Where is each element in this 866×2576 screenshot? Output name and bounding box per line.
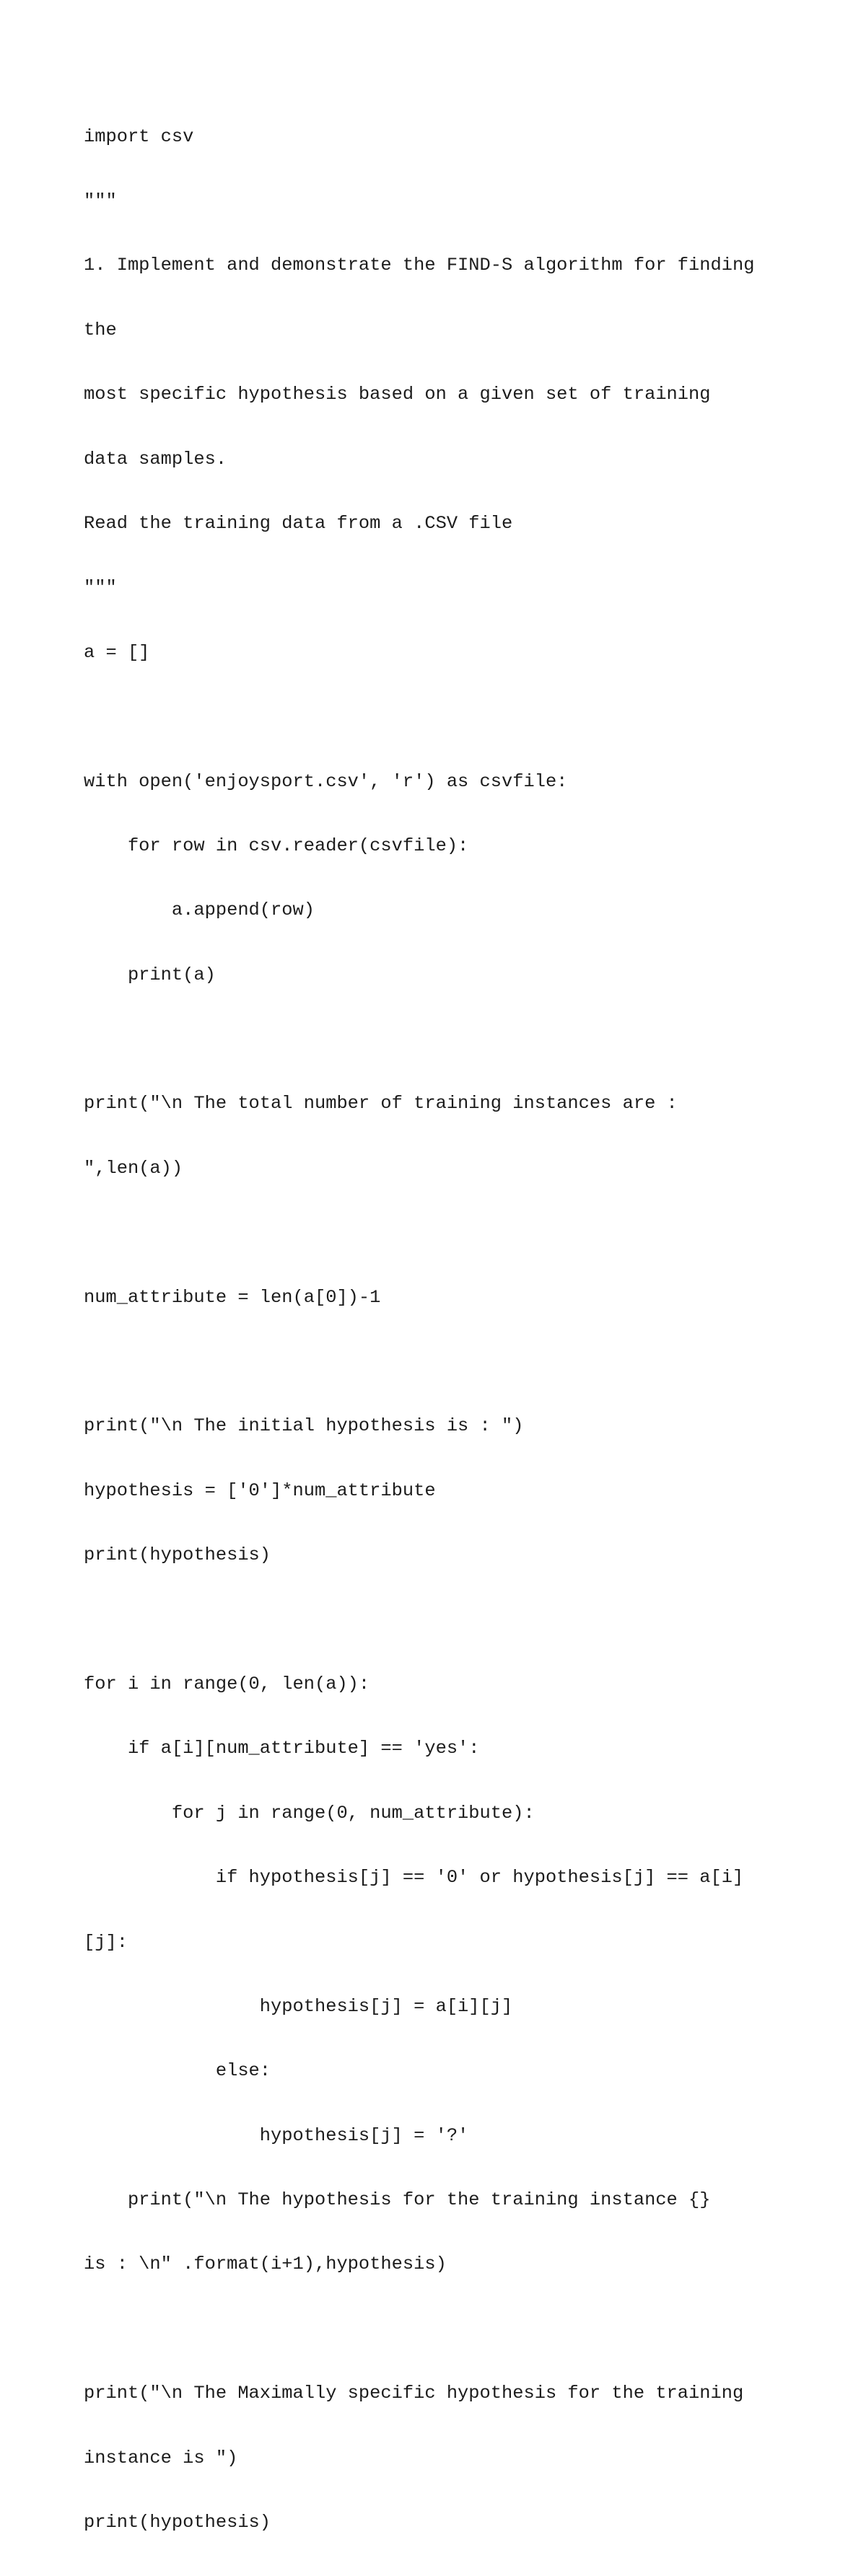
code-line: print("\n The Maximally specific hypothesis for the training — [84, 2383, 744, 2404]
code-line — [84, 1222, 820, 1244]
code-line: for j in range(0, num_attribute): — [84, 1802, 535, 1824]
code-line: if hypothesis[j] == '0' or hypothesis[j] == a[i] — [84, 1867, 744, 1889]
code-line: 1. Implement and demonstrate the FIND-S algorithm for finding — [84, 255, 755, 276]
code-line: print(a) — [84, 964, 216, 985]
code-line: """ — [84, 190, 117, 211]
code-line: import csv — [84, 126, 194, 147]
code-line — [84, 1609, 820, 1631]
code-line — [84, 2318, 820, 2340]
code-line: print("\n The total number of training instances are : — [84, 1093, 678, 1115]
code-line: if a[i][num_attribute] == 'yes': — [84, 1738, 480, 1759]
code-line: data samples. — [84, 448, 227, 470]
code-line: hypothesis[j] = a[i][j] — [84, 1995, 513, 2017]
code-line: print("\n The hypothesis for the training instance {} — [84, 2189, 711, 2211]
code-line: hypothesis = ['0']*num_attribute — [84, 1480, 436, 1501]
code-line: """ — [84, 577, 117, 599]
code-line: for row in csv.reader(csvfile): — [84, 835, 469, 856]
code-line: [j]: — [84, 1931, 128, 1953]
code-line — [84, 1351, 820, 1373]
code-line: ",len(a)) — [84, 1157, 183, 1179]
code-line: with open('enjoysport.csv', 'r') as csvfile: — [84, 770, 568, 792]
code-line: num_attribute = len(a[0])-1 — [84, 1286, 381, 1308]
code-line: a = [] — [84, 641, 150, 663]
code-line: else: — [84, 2060, 271, 2082]
code-line: instance is ") — [84, 2447, 238, 2469]
code-listing — [84, 83, 820, 2576]
code-line: most specific hypothesis based on a given set of training — [84, 384, 711, 405]
code-line: print("\n The initial hypothesis is : ") — [84, 1415, 524, 1437]
code-line: hypothesis[j] = '?' — [84, 2124, 469, 2146]
code-line: the — [84, 319, 117, 340]
code-line: Read the training data from a .CSV file — [84, 512, 513, 534]
code-line — [84, 706, 820, 728]
code-line: print(hypothesis) — [84, 1544, 271, 1566]
code-line: print(hypothesis) — [84, 2512, 271, 2533]
code-line: is : \n" .format(i+1),hypothesis) — [84, 2254, 447, 2275]
code-line — [84, 1029, 820, 1050]
code-line: a.append(row) — [84, 900, 315, 921]
code-line: for i in range(0, len(a)): — [84, 1673, 370, 1694]
